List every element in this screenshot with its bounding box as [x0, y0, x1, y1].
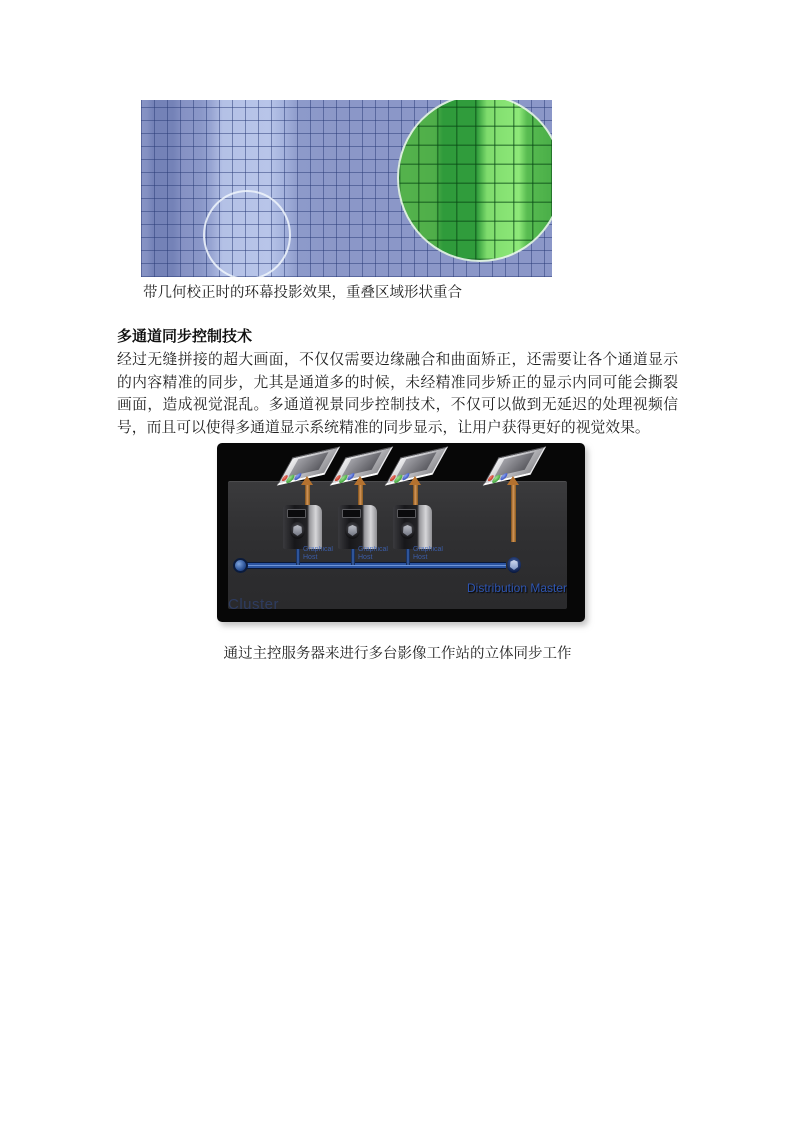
display-inner-screen — [397, 452, 437, 477]
display-inner-screen — [342, 452, 382, 477]
sync-arrow-icon — [507, 476, 519, 542]
connector-line — [296, 547, 300, 565]
shield-icon — [400, 522, 415, 539]
figure2-caption: 通过主控服务器来进行多台影像工作站的立体同步工作 — [223, 646, 572, 662]
tower-screen — [287, 509, 306, 518]
host-label — [413, 546, 449, 561]
host-label-line2: Host — [303, 553, 318, 561]
connector-line — [406, 547, 410, 565]
host-label-line2: Host — [413, 553, 428, 561]
workstation-tower-icon — [338, 505, 377, 549]
network-node-icon — [233, 558, 248, 573]
tower-screen — [342, 509, 361, 518]
shield-icon — [345, 522, 360, 539]
host-label — [303, 546, 339, 561]
host-label-line2: Host — [358, 553, 373, 561]
tower-screen — [397, 509, 416, 518]
display-inner-screen — [495, 452, 535, 477]
sync-arrow-icon — [301, 476, 313, 505]
host-label-line1: Graphical — [303, 546, 333, 553]
sync-arrow-icon — [409, 476, 421, 505]
shield-icon — [507, 557, 521, 573]
section-heading: 多通道同步控制技术 — [117, 328, 253, 345]
workstation-tower-icon — [283, 505, 322, 549]
cluster-label: Cluster — [228, 596, 280, 613]
overlap-highlight-ring — [203, 190, 291, 277]
display-inner-screen — [289, 452, 329, 477]
body-paragraph: 经过无缝拼接的超大画面，不仅仅需要边缘融合和曲面矫正，还需要让各个通道显示的内容精准的同步，尤其是通道多的时候，未经精准同步矫正的显示内同可能会撕裂画面，造成视觉混乱。多通道视景同步控制技术，不仅可以做到无延迟的处理视频信号，而且可以使得多通道显示系统精准的同步显示，让用户获得更好的视觉效果。 — [117, 352, 678, 436]
host-label-line1: Graphical — [358, 546, 388, 553]
connector-line — [351, 547, 355, 565]
host-label — [358, 546, 394, 561]
figure1-grid-projection-photo — [141, 100, 552, 277]
sync-arrow-icon — [354, 476, 366, 505]
distribution-master-label: Distribution Master — [467, 581, 568, 595]
shield-icon — [290, 522, 305, 539]
figure1-caption: 带几何校正时的环幕投影效果，重叠区域形状重合 — [143, 285, 462, 301]
host-label-line1: Graphical — [413, 546, 443, 553]
workstation-tower-icon — [393, 505, 432, 549]
network-bus-line — [238, 562, 506, 569]
master-server-tower-icon — [502, 543, 536, 583]
figure2-cluster-diagram — [217, 443, 585, 622]
